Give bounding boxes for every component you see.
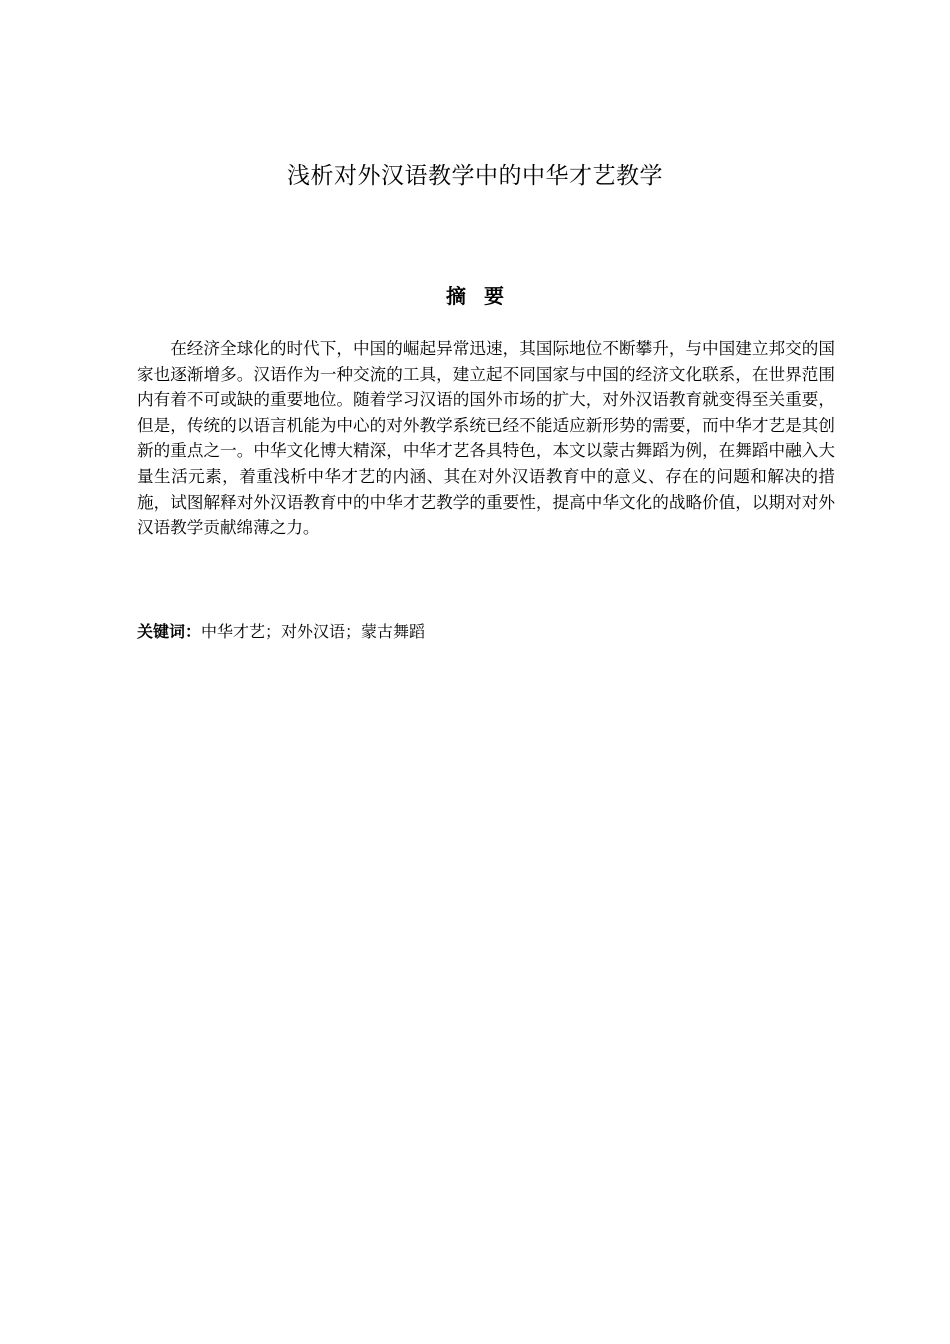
abstract-body: 在经济全球化的时代下，中国的崛起异常迅速，其国际地位不断攀升，与中国建立邦交的国家也逐渐增多。汉语作为一种交流的工具，建立起不同国家与中国的经济文化联系，在世界范围内有着不可或缺的重要地位。随着学习汉语的国外市场的扩大，对外汉语教育就变得至关重要，但是，传统的以语言机能为中心的对外教学系统已经不能适应新形势的需要，而中华才艺是其创新的重点之一。中华文化博大精深，中华才艺各具特色，本文以蒙古舞蹈为例，在舞蹈中融入大量生活元素，着重浅析中华才艺的内涵、其在对外汉语教育中的意义、存在的问题和解决的措施，试图解释对外汉语教育中的中华才艺教学的重要性，提高中华文化的战略价值，以期对对外汉语教学贡献绵薄之力。 — [137, 339, 835, 538]
paper-title: 浅析对外汉语教学中的中华才艺教学 — [287, 163, 663, 189]
keywords-label: 关键词： — [137, 622, 202, 641]
keywords-value: 中华才艺；对外汉语；蒙古舞蹈 — [201, 622, 426, 641]
abstract-heading: 摘要 — [446, 284, 522, 308]
keywords-line — [137, 620, 835, 644]
